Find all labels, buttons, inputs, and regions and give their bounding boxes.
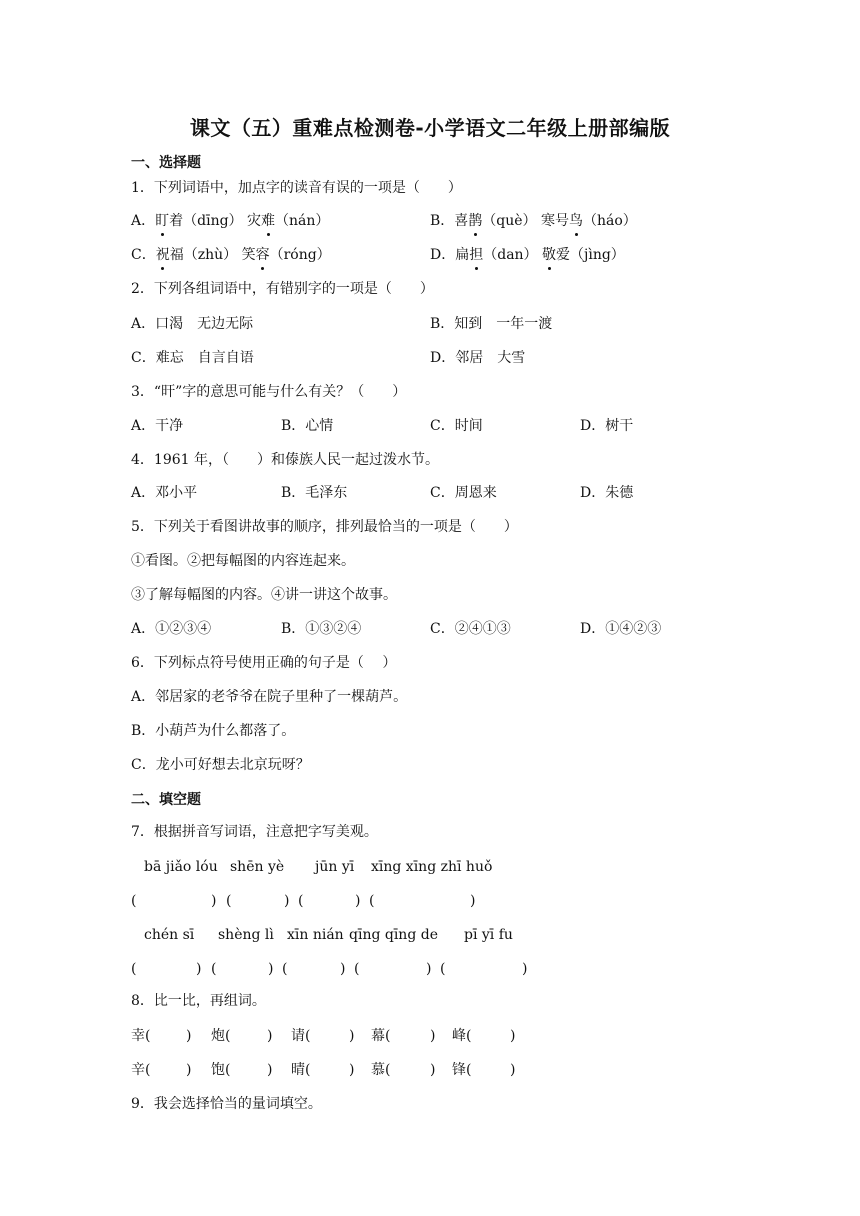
dotted-char: 难 [261, 213, 275, 229]
question-2-option-c: C．难忘 自言自语 [131, 350, 254, 366]
question-4-option-b: B．毛泽东 [281, 485, 348, 501]
question-6-stem: 6．下列标点符号使用正确的句子是（ ） [131, 655, 397, 671]
option-text: 爱（jìng） [556, 247, 625, 263]
dotted-char: 盯 [155, 213, 170, 229]
question-5-steps-line-2: ③了解每幅图的内容。④讲一讲这个故事。 [131, 587, 397, 603]
dotted-char: 鸟 [569, 213, 584, 229]
answer-bracket: ( [440, 961, 446, 977]
answer-bracket: ( [211, 961, 217, 977]
dotted-char: 容 [255, 247, 270, 263]
compare-char: 请( [291, 1028, 311, 1044]
pinyin: shèng lì [218, 927, 274, 943]
question-1-option-a [131, 211, 329, 231]
section-heading-choice: 一、选择题 [131, 155, 201, 171]
dotted-char: 担 [469, 247, 484, 263]
question-6-option-b: B．小葫芦为什么都落了。 [131, 723, 296, 739]
option-text: （háo） [583, 213, 637, 229]
answer-bracket: ) [349, 1028, 355, 1044]
answer-bracket: ) [284, 893, 290, 909]
question-5-option-c: C．②④①③ [430, 621, 511, 637]
dotted-char: 祝 [155, 247, 170, 263]
pinyin: jūn yī [315, 859, 355, 875]
compare-char: 炮( [211, 1028, 231, 1044]
answer-bracket: ( [282, 961, 288, 977]
answer-bracket: ) [430, 1028, 436, 1044]
option-text: （què） 寒号 [482, 213, 570, 229]
answer-bracket: ) [522, 961, 528, 977]
compare-char: 慕( [371, 1062, 391, 1078]
answer-bracket: ( [131, 961, 137, 977]
question-4-option-c: C．周恩来 [430, 485, 497, 501]
answer-bracket: ( [354, 961, 360, 977]
option-text: 福（zhù） 笑 [169, 247, 256, 263]
question-5-stem: 5．下列关于看图讲故事的顺序，排列最恰当的一项是（ ） [131, 519, 518, 535]
answer-bracket: ) [268, 961, 274, 977]
question-6-option-a: A．邻居家的老爷爷在院子里种了一棵葫芦。 [131, 689, 408, 705]
question-3-option-c: C．时间 [430, 418, 483, 434]
pinyin: qīng qīng de [349, 927, 438, 943]
dotted-char: 敬 [542, 247, 557, 263]
option-text: A． [131, 213, 156, 229]
section-heading-fill: 二、填空题 [131, 792, 201, 808]
question-1-option-c [131, 245, 331, 265]
pinyin: chén sī [144, 927, 195, 943]
question-4-option-a: A．邓小平 [131, 485, 198, 501]
compare-char: 饱( [211, 1062, 231, 1078]
page-title: 课文（五）重难点检测卷-小学语文二年级上册部编版 [189, 116, 671, 140]
question-4-stem: 4．1961 年，（ ）和傣族人民一起过泼水节。 [131, 452, 439, 468]
answer-bracket: ) [267, 1028, 273, 1044]
answer-bracket: ) [510, 1062, 516, 1078]
pinyin: bā jiǎo lóu [144, 859, 218, 875]
answer-bracket: ) [426, 961, 432, 977]
answer-bracket: ( [131, 893, 137, 909]
question-1-option-b [430, 211, 637, 231]
answer-bracket: ) [186, 1062, 192, 1078]
compare-char: 辛( [131, 1062, 151, 1078]
option-text: B．喜 [430, 213, 469, 229]
question-4-option-d: D．朱德 [580, 485, 634, 501]
pinyin: shēn yè [230, 859, 285, 875]
question-5-option-b: B．①③②④ [281, 621, 362, 637]
question-5-option-a: A．①②③④ [131, 621, 212, 637]
answer-bracket: ) [267, 1062, 273, 1078]
answer-bracket: ) [349, 1062, 355, 1078]
compare-char: 锋( [452, 1062, 472, 1078]
question-8-stem: 8．比一比，再组词。 [131, 993, 266, 1009]
question-2-option-d: D．邻居 大雪 [430, 350, 526, 366]
compare-char: 幕( [371, 1028, 391, 1044]
question-3-option-a: A．干净 [131, 418, 184, 434]
pinyin: xīn nián [287, 927, 344, 943]
question-3-stem: 3．“旰”字的意思可能与什么有关？（ ） [131, 384, 407, 400]
question-5-option-d: D．①④②③ [580, 621, 662, 637]
question-2-stem: 2．下列各组词语中，有错别字的一项是（ ） [131, 281, 434, 297]
question-3-option-b: B．心情 [281, 418, 334, 434]
answer-bracket: ) [355, 893, 361, 909]
question-3-option-d: D．树干 [580, 418, 634, 434]
question-7-stem: 7．根据拼音写词语，注意把字写美观。 [131, 824, 378, 840]
question-9-stem: 9．我会选择恰当的量词填空。 [131, 1096, 322, 1112]
option-text: D．扁 [430, 247, 470, 263]
answer-bracket: ( [298, 893, 304, 909]
option-text: C． [131, 247, 156, 263]
compare-char: 峰( [452, 1028, 472, 1044]
answer-bracket: ) [196, 961, 202, 977]
option-text: （róng） [269, 247, 331, 263]
question-6-option-c: C．龙小可好想去北京玩呀？ [131, 757, 310, 773]
question-1-option-d [430, 245, 625, 265]
option-text: 着（dīng） 灾 [169, 213, 261, 229]
option-text: （dan） [483, 247, 543, 263]
question-1-stem: 1．下列词语中，加点字的读音有误的一项是（ ） [131, 180, 462, 196]
compare-char: 晴( [291, 1062, 311, 1078]
question-2-option-b: B．知到 一年一渡 [430, 316, 553, 332]
answer-bracket: ) [211, 893, 217, 909]
option-text: （nán） [275, 213, 330, 229]
question-5-steps-line-1: ①看图。②把每幅图的内容连起来。 [131, 553, 355, 569]
answer-bracket: ) [340, 961, 346, 977]
dotted-char: 鹊 [468, 213, 483, 229]
answer-bracket: ( [226, 893, 232, 909]
answer-bracket: ) [186, 1028, 192, 1044]
answer-bracket: ( [369, 893, 375, 909]
answer-bracket: ) [470, 893, 476, 909]
compare-char: 幸( [131, 1028, 151, 1044]
pinyin: xīng xīng zhī huǒ [371, 859, 493, 875]
question-2-option-a: A．口渴 无边无际 [131, 316, 254, 332]
answer-bracket: ) [510, 1028, 516, 1044]
pinyin: pī yī fu [464, 927, 513, 943]
answer-bracket: ) [430, 1062, 436, 1078]
